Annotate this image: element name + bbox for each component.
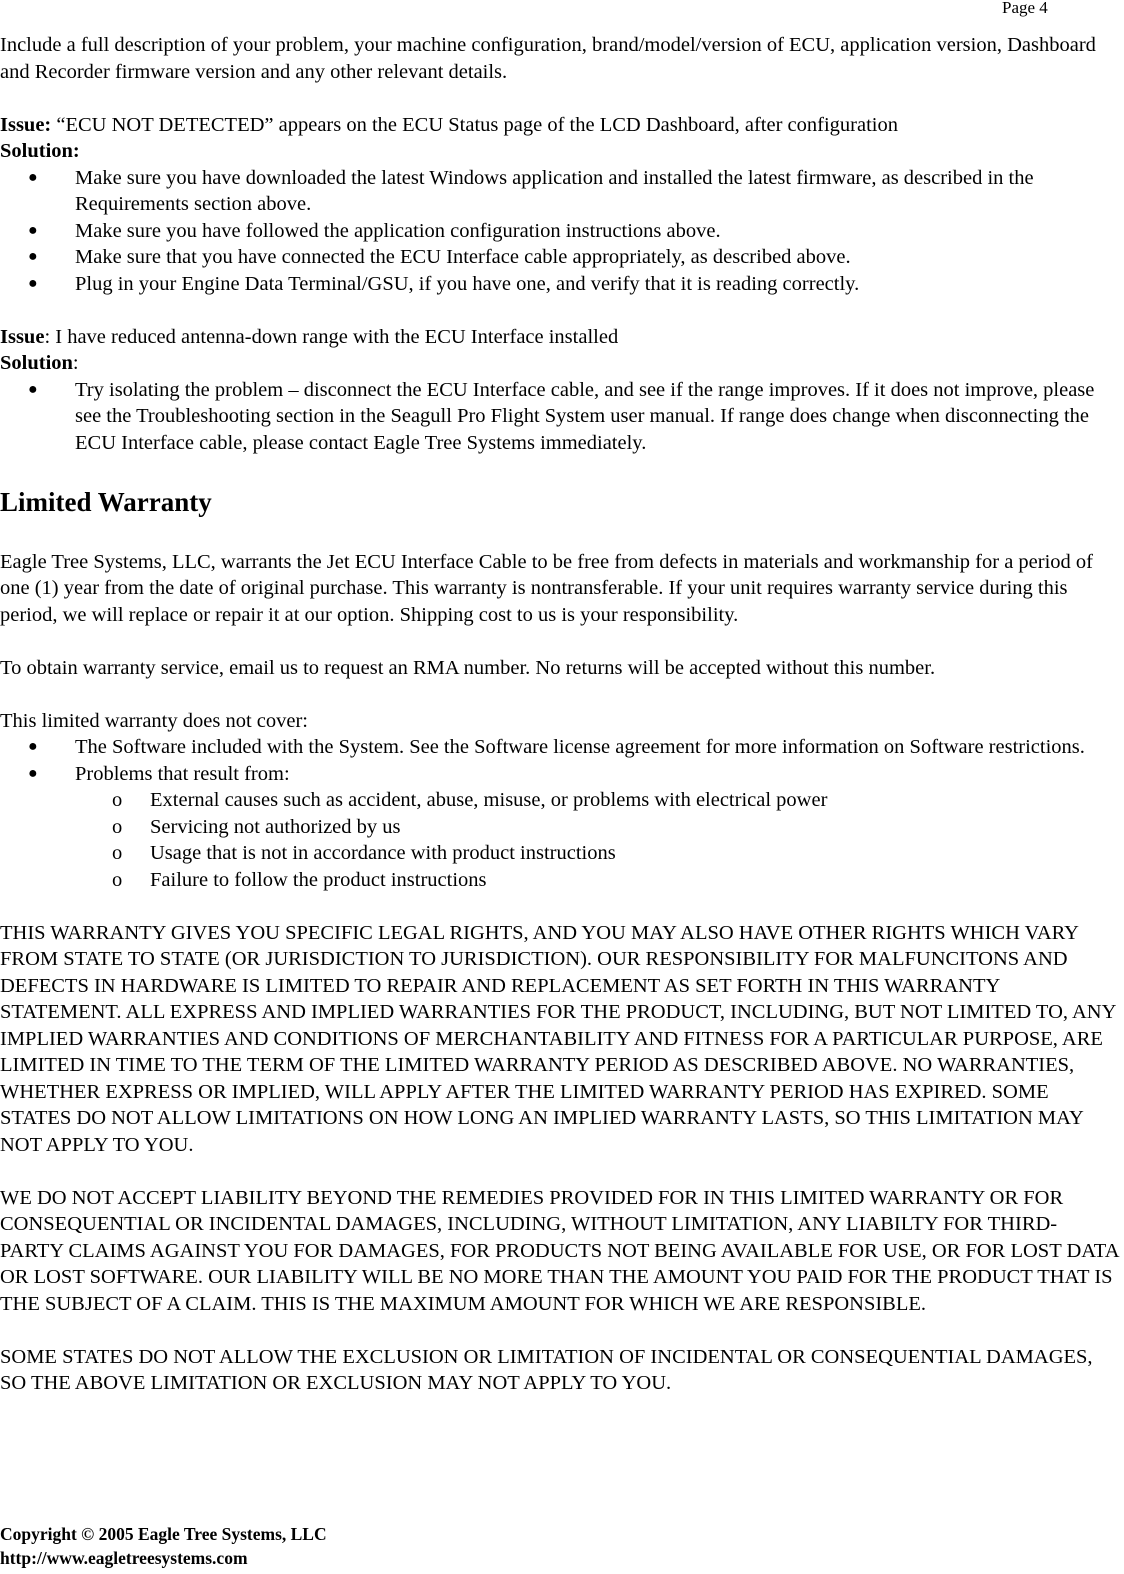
document-body xyxy=(0,32,1120,1397)
warranty-heading: Limited Warranty xyxy=(0,487,212,517)
solution-1-line xyxy=(0,138,1120,165)
issue-2-line xyxy=(0,324,1120,351)
list-item: ● The Software included with the System. See the Software license agreement for more information on Software restrictions. xyxy=(0,734,1120,761)
bullet-icon: ● xyxy=(28,738,38,755)
hollow-bullet-icon: o xyxy=(112,815,123,838)
issue-2-text: : I have reduced antenna-down range with the ECU Interface installed xyxy=(44,325,619,348)
legal-rights-paragraph: THIS WARRANTY GIVES YOU SPECIFIC LEGAL RIGHTS, AND YOU MAY ALSO HAVE OTHER RIGHTS WHICH VARY FROM STATE TO STATE (OR JURISDICTION TO JURISDICTION). OUR RESPONSIBILITY FOR MALFUNCITONS AND DEFECTS IN HARDWARE IS LIMITED TO REPAIR AND REPLACEMENT AS SET FORTH IN THIS WARRANTY STATEMENT. ALL EXPRESS AND IMPLIED WARRANTIES FOR THE PRODUCT, INCLUDING, BUT NOT LIMITED TO, ANY IMPLIED WARRANTIES AND CONDITIONS OF MERCHANTABILITY AND FITNESS FOR A PARTICULAR PURPOSE, ARE LIMITED IN TIME TO THE TERM OF THE LIMITED WARRANTY PERIOD AS DESCRIBED ABOVE. NO WARRANTIES, WHETHER EXPRESS OR IMPLIED, WILL APPLY AFTER THE LIMITED WARRANTY PERIOD HAS EXPIRED. SOME STATES DO NOT ALLOW LIMITATIONS ON HOW LONG AN IMPLIED WARRANTY LASTS, SO THIS LIMITATION MAY NOT APPLY TO YOU. xyxy=(0,921,1116,1156)
footer xyxy=(0,1522,327,1570)
causes-sublist xyxy=(75,787,1120,893)
copyright-text: Copyright © 2005 Eagle Tree Systems, LLC xyxy=(0,1524,327,1544)
solution-2-line: Solution: xyxy=(0,352,79,374)
list-item: ● Try isolating the problem – disconnect the ECU Interface cable, and see if the range improves. If it does not improve, please see the Troubleshooting section in the Seagull Pro Flight System user manual. If range does change when disconnecting the ECU Interface cable, please contact Eagle Tree Systems immediately. xyxy=(28,378,1095,454)
exclusion-paragraph: SOME STATES DO NOT ALLOW THE EXCLUSION OR LIMITATION OF INCIDENTAL OR CONSEQUENTIAL DAMAGES, SO THE ABOVE LIMITATION OR EXCLUSION MAY NOT APPLY TO YOU. xyxy=(0,1345,1093,1394)
sub-list-item: o Usage that is not in accordance with product instructions xyxy=(0,840,1120,867)
issue-1-label: Issue: xyxy=(0,113,52,136)
bullet-icon: ● xyxy=(28,764,38,782)
solution-2-list xyxy=(0,377,1120,457)
hollow-bullet-icon: o xyxy=(112,789,123,811)
list-item: ● Problems that result from: o External causes such as accident, abuse, misuse, or problems with electrical power o Servicing not authorized by us o Usage that is not in accordance with product instructions o Failure to follow the product instructions xyxy=(0,761,1120,894)
bullet-icon: ● xyxy=(28,248,38,265)
sub-list-item: o Failure to follow the product instructions xyxy=(0,867,1120,894)
solution-2-label: Solution xyxy=(0,352,73,374)
warranty-paragraph-3: This limited warranty does not cover: xyxy=(0,709,308,732)
solution-1-label: Solution: xyxy=(0,140,80,162)
list-item: ● Make sure you have downloaded the latest Windows application and installed the latest firmware, as described in the Requirements section above. xyxy=(28,166,1034,215)
issue-2-label: Issue xyxy=(0,325,45,348)
intro-paragraph: Include a full description of your problem, your machine configuration, brand/model/version of ECU, application version, Dashboard and Recorder firmware version and any other relevant details. xyxy=(0,34,1096,83)
warranty-paragraph-2: To obtain warranty service, email us to request an RMA number. No returns will be accepted without this number. xyxy=(0,656,936,679)
sub-list-item: o Servicing not authorized by us xyxy=(0,814,1120,841)
hollow-bullet-icon: o xyxy=(112,842,123,864)
issue-1-text: “ECU NOT DETECTED” appears on the ECU Status page of the LCD Dashboard, after configuration xyxy=(51,113,898,136)
bullet-icon: ● xyxy=(28,380,38,398)
liability-paragraph: WE DO NOT ACCEPT LIABILITY BEYOND THE REMEDIES PROVIDED FOR IN THIS LIMITED WARRANTY OR FOR CONSEQUENTIAL OR INCIDENTAL DAMAGES, INCLUDING, WITHOUT LIMITATION, ANY LIABILTY FOR THIRD-PARTY CLAIMS AGAINST YOU FOR DAMAGES, FOR PRODUCTS NOT BEING AVAILABLE FOR USE, OR FOR LOST DATA OR LOST SOFTWARE. OUR LIABILITY WILL BE NO MORE THAN THE AMOUNT YOU PAID FOR THE PRODUCT THAT IS THE SUBJECT OF A CLAIM. THIS IS THE MAXIMUM AMOUNT FOR WHICH WE ARE RESPONSIBLE. xyxy=(0,1186,1119,1315)
hollow-bullet-icon: o xyxy=(112,868,123,891)
page-number: Page 4 xyxy=(1002,0,1048,17)
website-url[interactable]: http://www.eagletreesystems.com xyxy=(0,1548,248,1568)
sub-list-item: o External causes such as accident, abuse, misuse, or problems with electrical power xyxy=(0,787,1120,814)
list-item: ● Make sure that you have connected the ECU Interface cable appropriately, as described above. xyxy=(0,244,1120,271)
issue-1-line xyxy=(0,112,1120,139)
bullet-icon: ● xyxy=(28,221,38,239)
list-item: ● Plug in your Engine Data Terminal/GSU, if you have one, and verify that it is reading correctly. xyxy=(0,271,1120,298)
warranty-paragraph-1: Eagle Tree Systems, LLC, warrants the Jet ECU Interface Cable to be free from defects in materials and workmanship for a period of one (1) year from the date of original purchase. This warranty is nontransferable. If your unit requires warranty service during this period, we will replace or repair it at our option. Shipping cost to us is your responsibility. xyxy=(0,550,1093,626)
list-item: ● Make sure you have followed the application configuration instructions above. xyxy=(0,218,1120,245)
warranty-exclusions-list xyxy=(0,734,1120,893)
bullet-icon: ● xyxy=(28,274,38,292)
bullet-icon: ● xyxy=(28,168,38,186)
solution-1-list xyxy=(0,165,1120,298)
